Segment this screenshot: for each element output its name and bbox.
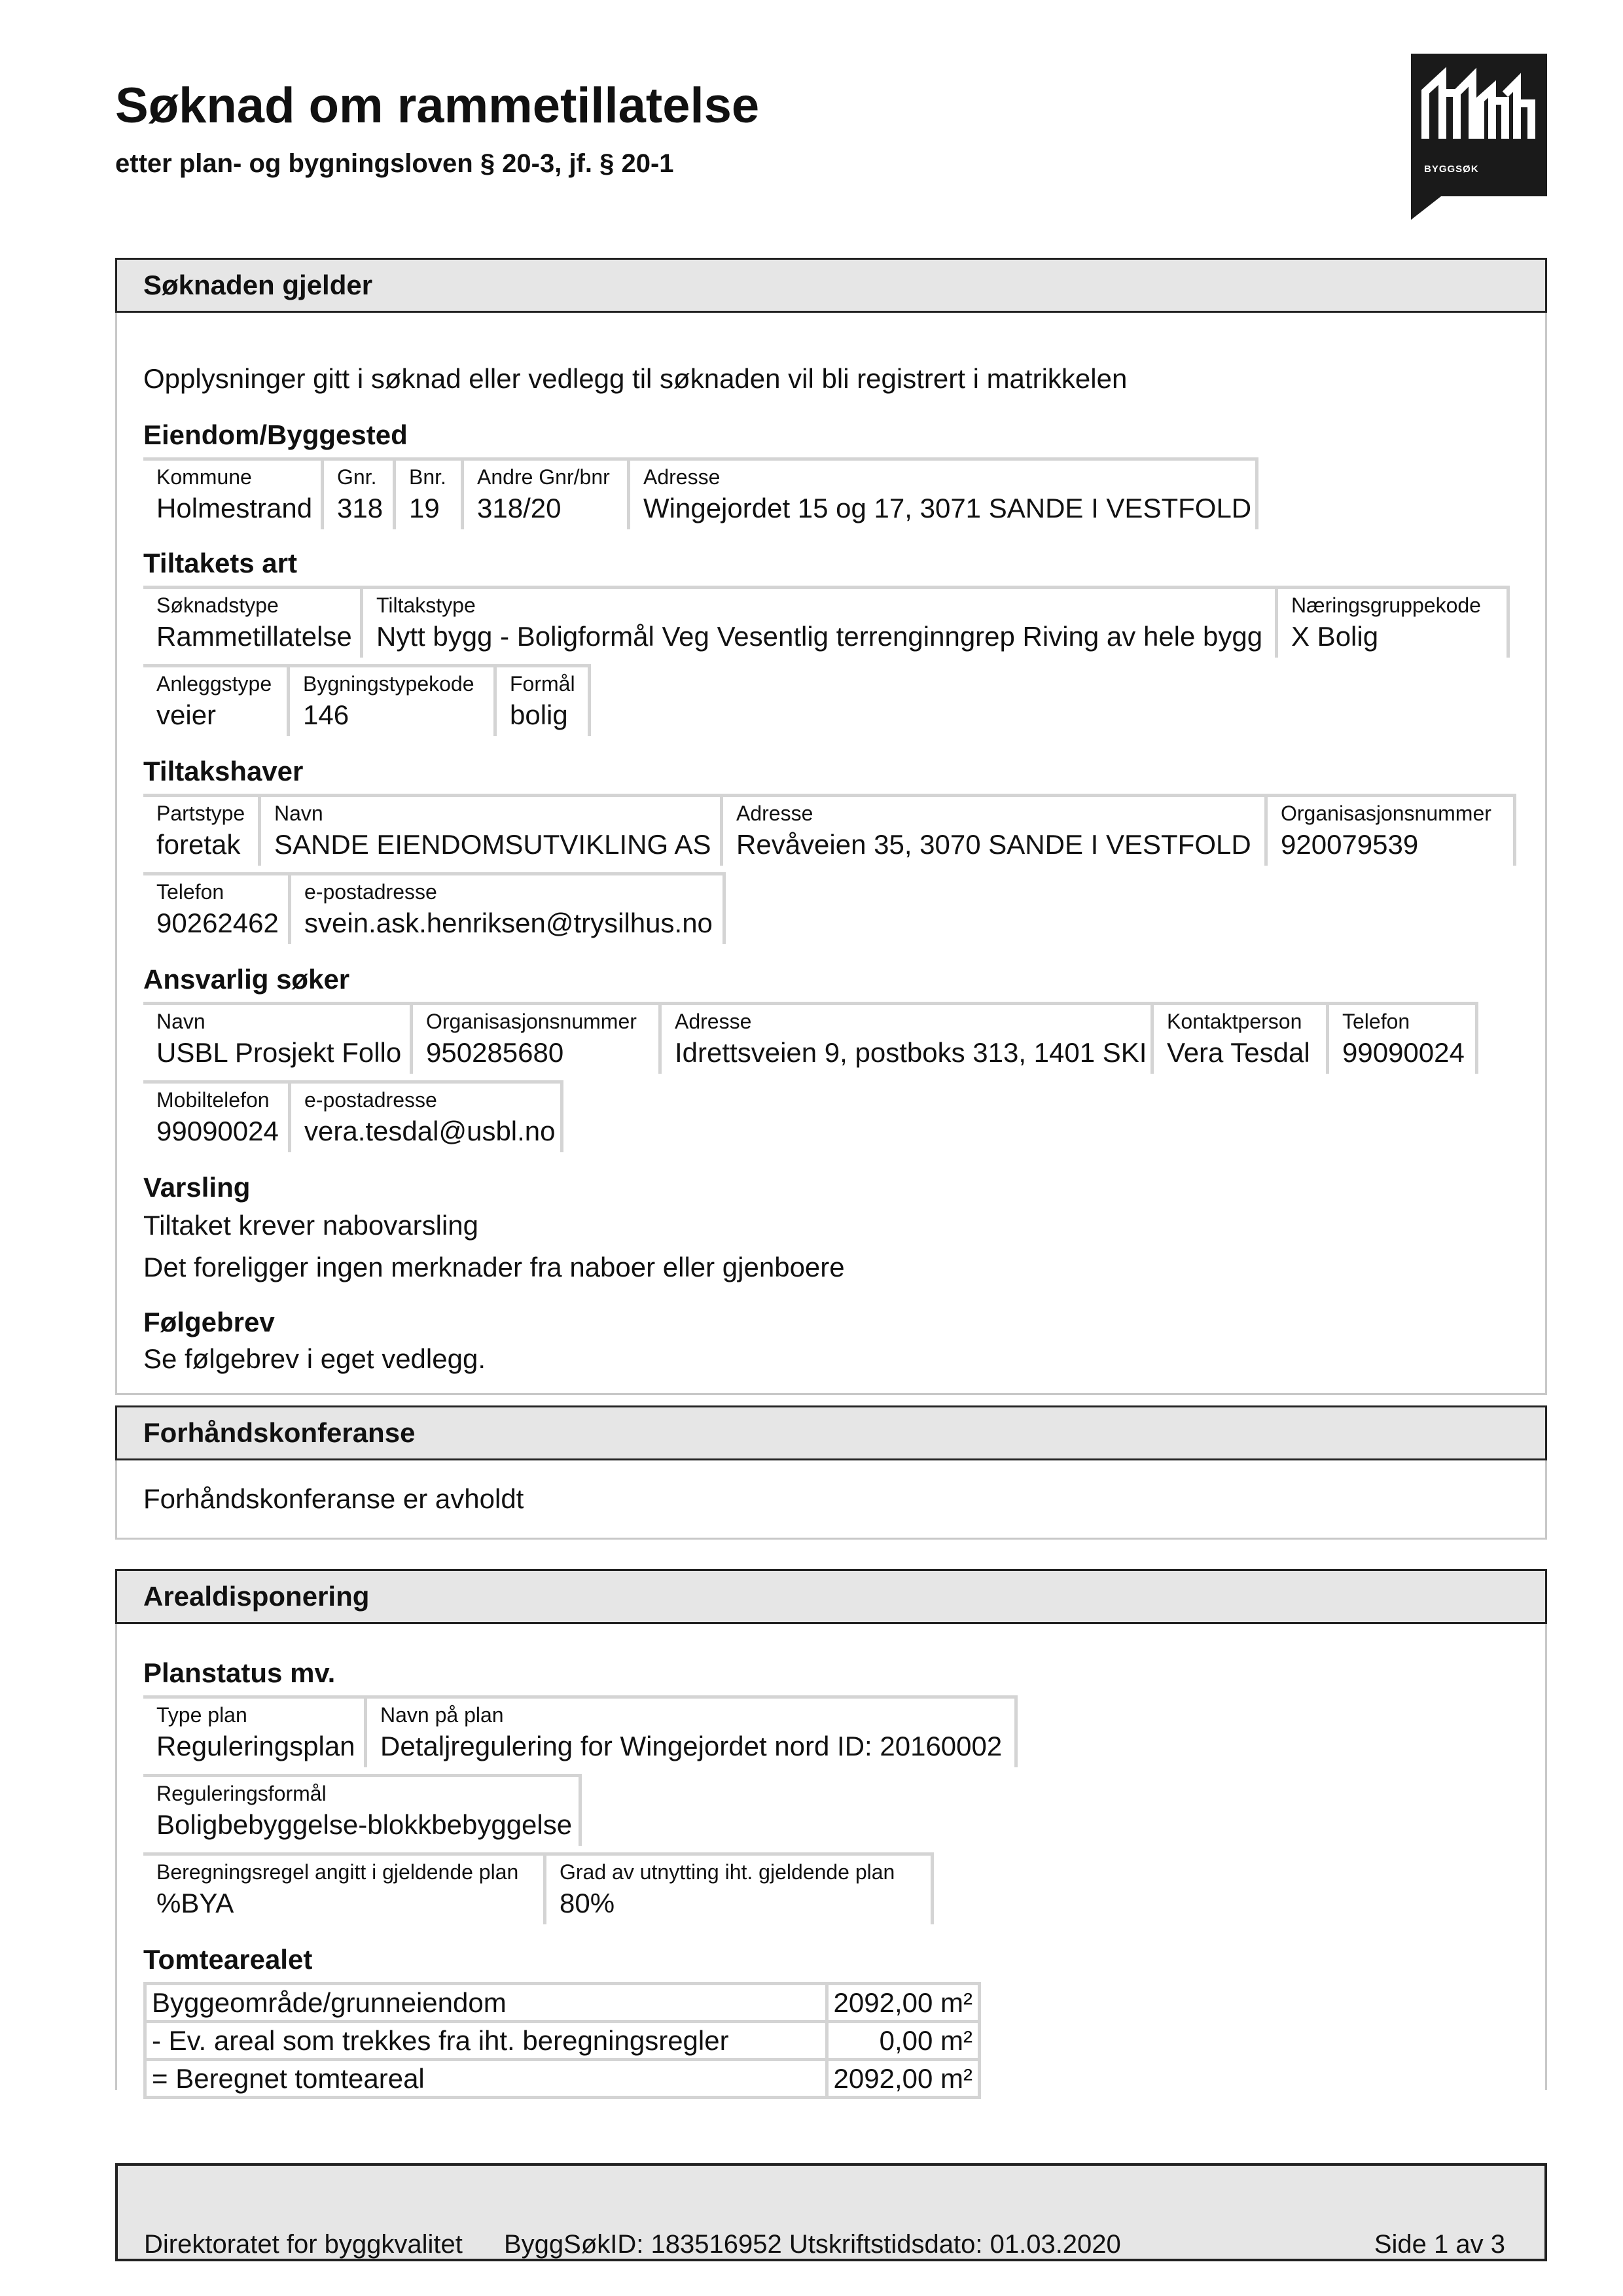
field-anleggstype <box>143 664 290 736</box>
field-label: e-postadresse <box>304 1088 437 1112</box>
field-organisasjonsnummer <box>1268 794 1516 866</box>
table-cell-label: - Ev. areal som trekkes fra iht. beregningsregler <box>145 2022 827 2060</box>
ansvarlig-row-2 <box>143 1080 563 1152</box>
field-label: Anleggstype <box>156 672 272 696</box>
table-cell-value: 2092,00 m² <box>827 2060 979 2098</box>
field-label: Formål <box>510 672 575 696</box>
field-adresse <box>630 457 1258 529</box>
field-label: Adresse <box>675 1010 752 1033</box>
planstatus-row-1 <box>143 1695 1018 1767</box>
building-icon <box>1411 54 1547 158</box>
field-kommune <box>143 457 324 529</box>
tiltak-row-1 <box>143 586 1510 658</box>
forhand-text: Forhåndskonferanse er avholdt <box>143 1483 524 1514</box>
varsling-line-1: Tiltaket krever nabovarsling <box>143 1210 478 1241</box>
field-type-plan <box>143 1695 367 1767</box>
field-beregningsregel <box>143 1852 546 1924</box>
field-label: Partstype <box>156 802 245 825</box>
eiendom-fields <box>143 457 1258 529</box>
field-label: Type plan <box>156 1703 247 1727</box>
planstatus-row-3 <box>143 1852 934 1924</box>
field-label: Kontaktperson <box>1167 1010 1302 1033</box>
field-label: Organisasjonsnummer <box>1281 802 1491 825</box>
field-value: Detaljregulering for Wingejordet nord ID: 20160002 <box>380 1731 1003 1761</box>
folgebrev-heading: Følgebrev <box>143 1307 275 1337</box>
tiltak-heading: Tiltakets art <box>143 548 297 578</box>
page-title: Søknad om rammetillatelse <box>115 78 760 133</box>
field-label: Søknadstype <box>156 593 279 617</box>
field-navn <box>143 1002 413 1074</box>
field-label: Mobiltelefon <box>156 1088 270 1112</box>
field-value: Nytt bygg - Boligformål Veg Vesentlig terrenginngrep Riving av hele bygg <box>376 621 1263 652</box>
field-reguleringsformal <box>143 1774 582 1846</box>
table-cell-value: 2092,00 m² <box>827 1984 979 2022</box>
varsling-heading: Varsling <box>143 1172 251 1203</box>
ansvarlig-heading: Ansvarlig søker <box>143 964 350 995</box>
field-formal <box>497 664 591 736</box>
field-label: Navn på plan <box>380 1703 504 1727</box>
folgebrev-text: Se følgebrev i eget vedlegg. <box>143 1343 486 1374</box>
field-value: X Bolig <box>1291 621 1379 652</box>
field-label: Telefon <box>156 880 224 904</box>
field-adresse <box>662 1002 1154 1074</box>
field-value: 90262462 <box>156 908 279 938</box>
field-organisasjonsnummer <box>413 1002 662 1074</box>
field-label: Organisasjonsnummer <box>426 1010 637 1033</box>
field-value: bolig <box>510 699 568 730</box>
field-mobiltelefon <box>143 1080 291 1152</box>
footer-org: Direktoratet for byggkvalitet <box>144 2230 463 2259</box>
ansvarlig-row-1 <box>143 1002 1478 1074</box>
field-value: vera.tesdal@usbl.no <box>304 1116 556 1146</box>
field-value: SANDE EIENDOMSUTVIKLING AS <box>274 829 711 860</box>
field-navn <box>261 794 723 866</box>
field-label: Bnr. <box>409 465 446 489</box>
field-epost <box>291 1080 563 1152</box>
tomteareal-heading: Tomtearealet <box>143 1944 313 1975</box>
field-value: %BYA <box>156 1888 234 1918</box>
field-value: 19 <box>409 493 440 523</box>
field-adresse <box>723 794 1268 866</box>
field-label: Reguleringsformål <box>156 1782 327 1805</box>
field-label: Tiltakstype <box>376 593 476 617</box>
field-value: 80% <box>560 1888 615 1918</box>
field-tiltakstype <box>363 586 1278 658</box>
section-forhandskonferanse <box>115 1405 1547 1540</box>
tiltak-row-2 <box>143 664 591 736</box>
field-label: Grad av utnytting iht. gjeldende plan <box>560 1860 895 1884</box>
field-soknadstype <box>143 586 363 658</box>
field-grad-av-utnytting <box>546 1852 934 1924</box>
byggsok-logo <box>1411 54 1547 196</box>
field-value: 950285680 <box>426 1037 564 1068</box>
field-label: Navn <box>156 1010 205 1033</box>
tiltakshaver-row-2 <box>143 872 726 944</box>
section-header: Forhåndskonferanse <box>115 1405 1547 1460</box>
field-navn-pa-plan <box>367 1695 1018 1767</box>
table-row <box>145 2060 980 2098</box>
field-epost <box>291 872 726 944</box>
field-value: 146 <box>303 699 349 730</box>
field-naeringsgruppekode <box>1278 586 1510 658</box>
field-value: 99090024 <box>156 1116 279 1146</box>
field-label: Andre Gnr/bnr <box>477 465 610 489</box>
field-kontaktperson <box>1154 1002 1329 1074</box>
field-value: Holmestrand <box>156 493 313 523</box>
tiltakshaver-heading: Tiltakshaver <box>143 756 304 786</box>
field-value: svein.ask.henriksen@trysilhus.no <box>304 908 713 938</box>
field-value: Reguleringsplan <box>156 1731 355 1761</box>
eiendom-heading: Eiendom/Byggested <box>143 419 408 450</box>
field-value: 318/20 <box>477 493 562 523</box>
logo-text: BYGGSØK <box>1424 164 1479 175</box>
tomteareal-table <box>143 1982 981 2099</box>
field-value: Idrettsveien 9, postboks 313, 1401 SKI <box>675 1037 1147 1068</box>
field-bnr <box>396 457 464 529</box>
field-value: Revåveien 35, 3070 SANDE I VESTFOLD <box>736 829 1251 860</box>
field-value: USBL Prosjekt Follo <box>156 1037 402 1068</box>
field-value: Wingejordet 15 og 17, 3071 SANDE I VESTFOLD <box>643 493 1252 523</box>
field-label: Gnr. <box>337 465 377 489</box>
field-andre-gnr-bnr <box>464 457 630 529</box>
table-cell-label: = Beregnet tomteareal <box>145 2060 827 2098</box>
table-cell-label: Byggeområde/grunneiendom <box>145 1984 827 2022</box>
field-telefon <box>1329 1002 1478 1074</box>
section-arealdisponering <box>115 1569 1547 2094</box>
field-partstype <box>143 794 261 866</box>
field-label: Beregningsregel angitt i gjeldende plan <box>156 1860 519 1884</box>
intro-text: Opplysninger gitt i søknad eller vedlegg til søknaden vil bli registrert i matrikkelen <box>143 363 1128 394</box>
field-value: Boligbebyggelse-blokkbebyggelse <box>156 1809 573 1840</box>
field-label: Næringsgruppekode <box>1291 593 1481 617</box>
page-footer <box>115 2163 1547 2261</box>
table-row <box>145 2022 980 2060</box>
field-value: foretak <box>156 829 241 860</box>
footer-id: ByggSøkID: 183516952 Utskriftstidsdato: 01.03.2020 <box>504 2230 1121 2259</box>
logo-tail <box>1411 196 1441 220</box>
table-row <box>145 1984 980 2022</box>
page-subtitle: etter plan- og bygningsloven § 20-3, jf. § 20-1 <box>115 149 674 178</box>
section-soknaden-gjelder <box>115 258 1547 1395</box>
field-label: Navn <box>274 802 323 825</box>
field-bygningstypekode <box>290 664 497 736</box>
tiltakshaver-row-1 <box>143 794 1516 866</box>
field-value: veier <box>156 699 217 730</box>
field-label: Bygningstypekode <box>303 672 474 696</box>
table-cell-value: 0,00 m² <box>827 2022 979 2060</box>
field-label: Telefon <box>1342 1010 1410 1033</box>
field-gnr <box>324 457 396 529</box>
field-label: e-postadresse <box>304 880 437 904</box>
field-label: Kommune <box>156 465 252 489</box>
section-header: Arealdisponering <box>115 1569 1547 1624</box>
field-telefon <box>143 872 291 944</box>
section-header: Søknaden gjelder <box>115 258 1547 313</box>
field-value: 99090024 <box>1342 1037 1465 1068</box>
planstatus-heading: Planstatus mv. <box>143 1657 336 1688</box>
field-value: 318 <box>337 493 383 523</box>
field-label: Adresse <box>736 802 813 825</box>
field-value: 920079539 <box>1281 829 1419 860</box>
varsling-line-2: Det foreligger ingen merknader fra naboer eller gjenboere <box>143 1252 845 1282</box>
field-value: Vera Tesdal <box>1167 1037 1310 1068</box>
field-value: Rammetillatelse <box>156 621 352 652</box>
planstatus-row-2 <box>143 1774 582 1846</box>
footer-page-number: Side 1 av 3 <box>1374 2230 1505 2259</box>
field-label: Adresse <box>643 465 721 489</box>
